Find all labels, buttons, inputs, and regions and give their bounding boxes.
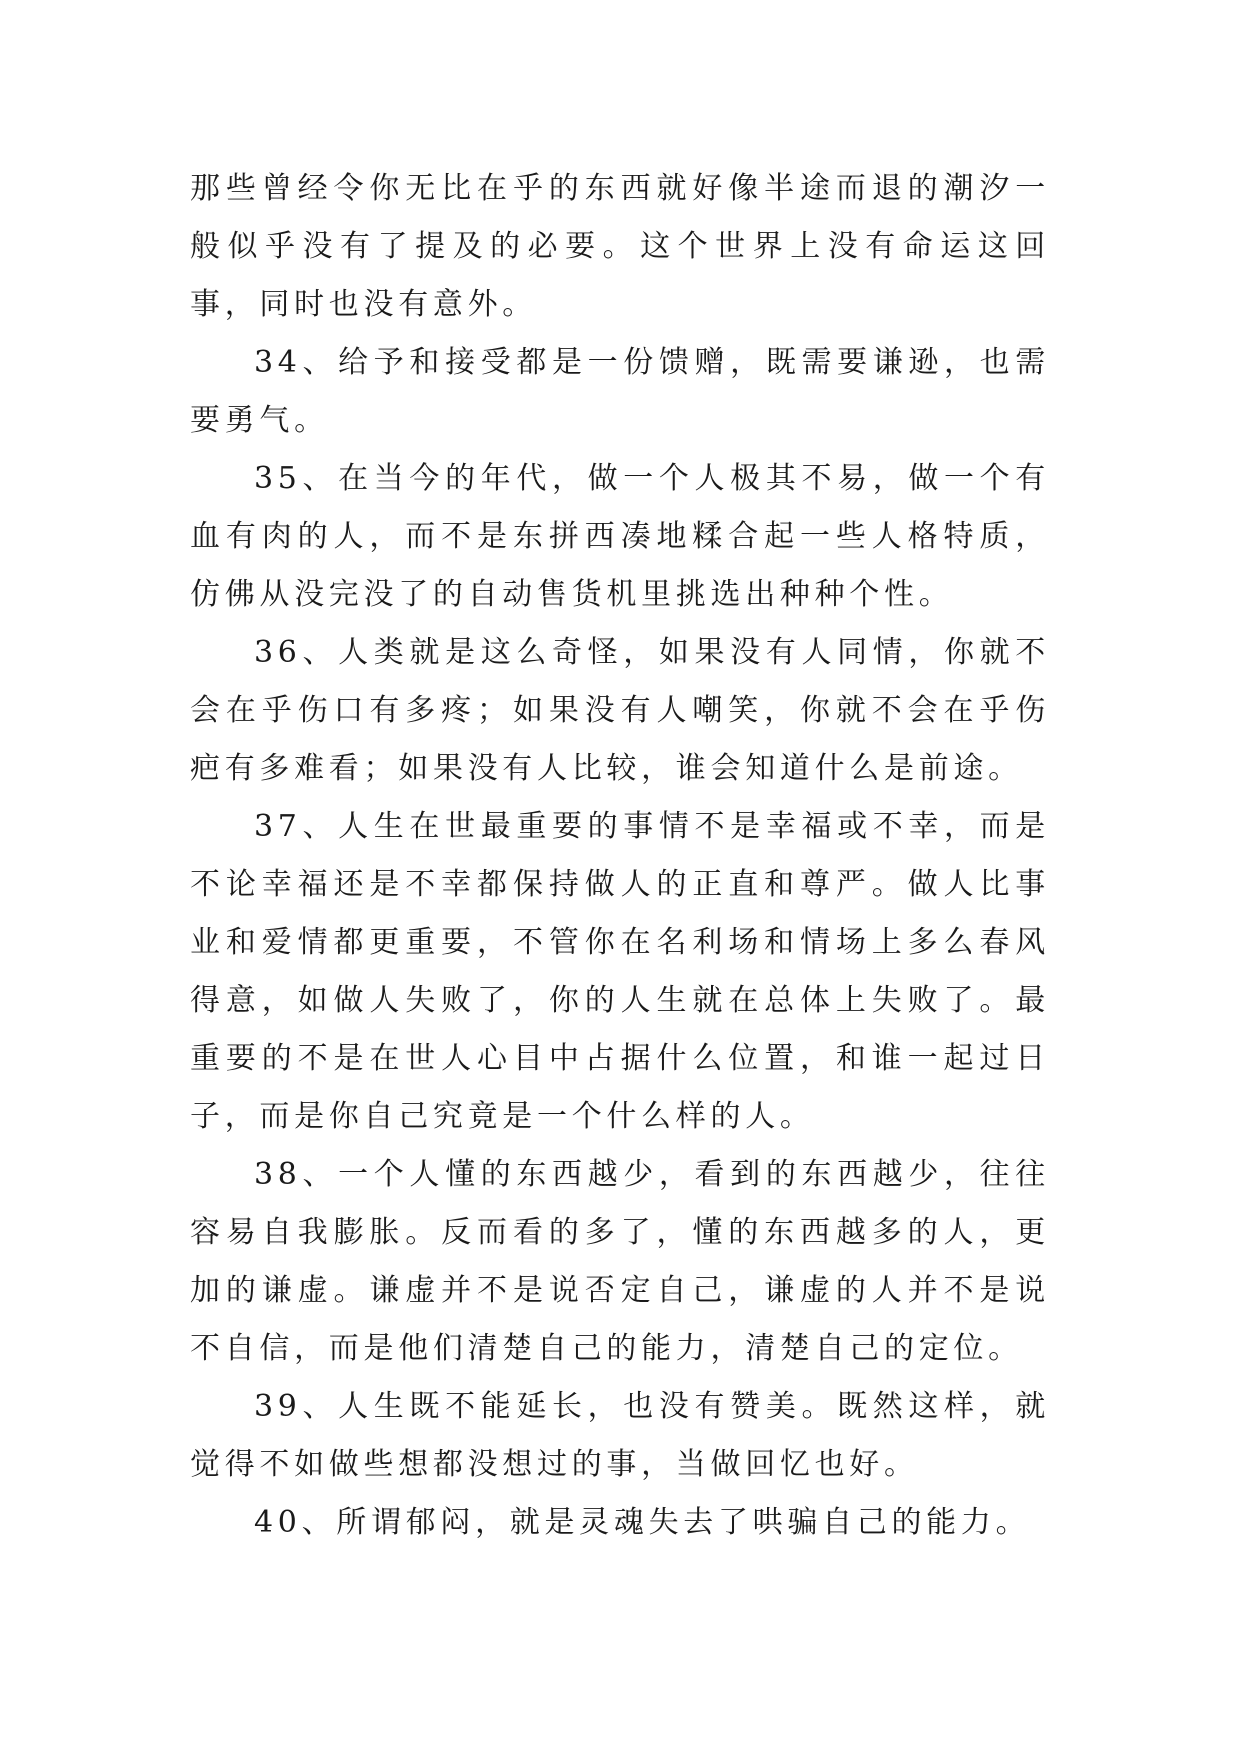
paragraph-39: 39、人生既不能延长，也没有赞美。既然这样，就觉得不如做些想都没想过的事，当做回忆也好。 (190, 1389, 1050, 1482)
paragraph-35: 35、在当今的年代，做一个人极其不易，做一个有血有肉的人，而不是东拼西凑地糅合起一些人格特质，仿佛从没完没了的自动售货机里挑选出种种个性。 (190, 461, 1050, 612)
paragraph-34: 34、给予和接受都是一份馈赠，既需要谦逊，也需要勇气。 (190, 345, 1050, 438)
paragraph-37: 37、人生在世最重要的事情不是幸福或不幸，而是不论幸福还是不幸都保持做人的正直和尊严。做人比事业和爱情都更重要，不管你在名利场和情场上多么春风得意，如做人失败了，你的人生就在总体上失败了。最重要的不是在世人心目中占据什么位置，和谁一起过日子，而是你自己究竟是一个什么样的人。 (190, 809, 1050, 1134)
paragraph-continuation: 那些曾经令你无比在乎的东西就好像半途而退的潮汐一般似乎没有了提及的必要。这个世界上没有命运这回事，同时也没有意外。 (190, 171, 1050, 322)
document-body (190, 160, 1050, 1552)
paragraph-38: 38、一个人懂的东西越少，看到的东西越少，往往容易自我膨胀。反而看的多了，懂的东西越多的人，更加的谦虚。谦虚并不是说否定自己，谦虚的人并不是说不自信，而是他们清楚自己的能力，清楚自己的定位。 (190, 1157, 1050, 1366)
paragraph-40: 40、所谓郁闷，就是灵魂失去了哄骗自己的能力。 (254, 1505, 1031, 1540)
paragraph-36: 36、人类就是这么奇怪，如果没有人同情，你就不会在乎伤口有多疼；如果没有人嘲笑，你就不会在乎伤疤有多难看；如果没有人比较，谁会知道什么是前途。 (190, 635, 1050, 786)
